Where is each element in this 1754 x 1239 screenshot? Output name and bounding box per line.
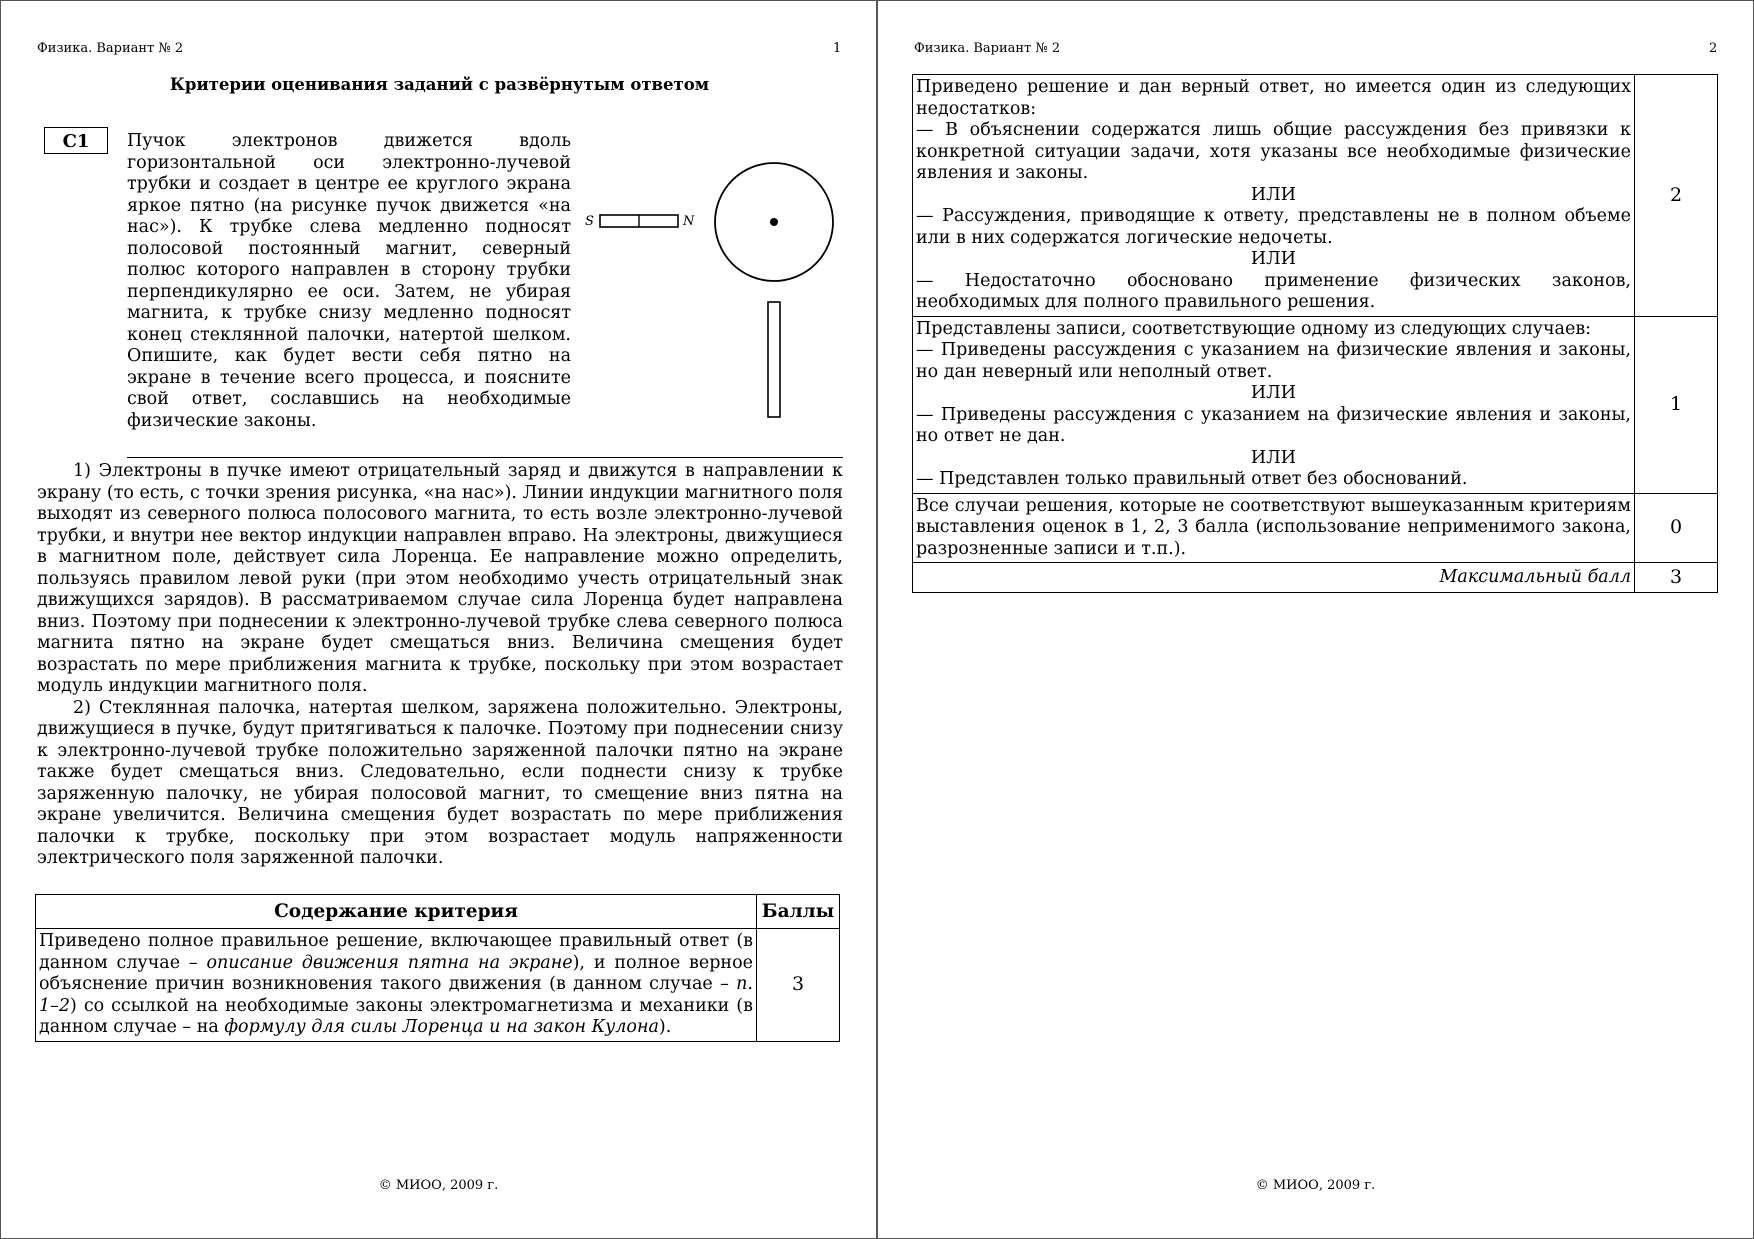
page-footer: © МИОО, 2009 г. <box>1255 1178 1376 1193</box>
magnet-n-label: N <box>683 214 695 229</box>
page-title: Критерии оценивания заданий с развёрнутым ответом <box>169 75 710 94</box>
criterion-0-points: 0 <box>1635 493 1718 563</box>
page-header: Физика. Вариант № 2 <box>914 41 1061 56</box>
magnet-s-label: S <box>585 214 594 229</box>
table-row <box>913 75 1718 317</box>
task-text: Пучок электронов движется вдоль горизонтальной оси электронно-лучевой трубки и создает в центре ее круглого экрана яркое пятно (на рисунке пучок движется «на нас»). К трубке слева медленно подносят полосовой постоянный магнит, северный полюс которого направлен в сторону трубки перпендикулярно ее оси. Затем, не убирая магнита, к трубке снизу медленно подносят конец стеклянной палочки, натертой шелком. Опишите, как будет вести себя пятно на экране в течение всего процесса, и поясните свой ответ, сославшись на необходимые физические законы. <box>127 131 571 431</box>
table-row <box>913 563 1718 593</box>
beam-spot <box>770 218 778 226</box>
criteria-table-part-2 <box>912 74 1718 593</box>
criterion-2-points: 2 <box>1635 75 1718 317</box>
page-footer: © МИОО, 2009 г. <box>378 1178 499 1193</box>
page-number: 1 <box>833 41 842 56</box>
page-header: Физика. Вариант № 2 <box>37 41 184 56</box>
task-figure <box>581 156 841 426</box>
max-score-value: 3 <box>1635 563 1718 593</box>
criterion-2-text: Приведено решение и дан верный ответ, но имеется один из следующих недостатков: — В объяснении содержатся лишь общие рассуждения без привязки к конкретной ситуации задачи, хотя указаны все необходимые физические явления и законы. ИЛИ — Рассуждения, приводящие к ответу, представлены не в полном объеме или в них содержатся логические недочеты. ИЛИ — Недостаточно обосновано применение физических законов, необходимых для полного правильного решения. <box>913 75 1635 317</box>
table-row <box>913 316 1718 493</box>
table-row <box>913 493 1718 563</box>
column-header-content: Содержание критерия <box>36 895 757 929</box>
glass-rod <box>768 302 780 417</box>
criterion-3-points: 3 <box>757 929 840 1042</box>
page-2 <box>877 0 1754 1239</box>
criterion-1-text: Представлены записи, соответствующие одному из следующих случаев: — Приведены рассуждения с указанием на физические явления и законы, но дан неверный или неполный ответ. ИЛИ — Приведены рассуждения с указанием на физические явления и законы, но ответ не дан. ИЛИ — Представлен только правильный ответ без обоснований. <box>913 316 1635 493</box>
max-score-label: Максимальный балл <box>913 563 1635 593</box>
page-number: 2 <box>1709 41 1718 56</box>
answer-paragraph-2: 2) Стеклянная палочка, натертая шелком, заряжена положительно. Электроны, движущиеся в пучке, будут притягиваться к палочке. Поэтому при поднесении снизу к электронно-лучевой трубке положительно заряженной палочки пятно на экране также будет смещаться вниз. Следовательно, если поднести снизу к трубке заряженную палочку, не убирая полосовой магнит, то смещение вниз пятна на экране увеличится. Величина смещения будет возрастать по мере приближения палочки к трубке, поскольку при этом возрастает модуль напряженности электрического поля заряженной палочки. <box>37 697 843 868</box>
divider-line <box>127 457 843 458</box>
criteria-table-part-1 <box>35 894 840 1042</box>
task-label: С1 <box>44 127 108 154</box>
criterion-0-text: Все случаи решения, которые не соответствуют вышеуказанным критериям выставления оценок в 1, 2, 3 балла (использование неприменимого закона, разрозненные записи и т.п.). <box>913 493 1635 563</box>
answer-text <box>37 461 843 870</box>
criterion-3-text: Приведено полное правильное решение, включающее правильный ответ (в данном случае – описание движения пятна на экране), и полное верное объяснение причин возникновения такого движения (в данном случае – п. 1–2) со ссылкой на необходимые законы электромагнетизма и механики (в данном случае – на формулу для силы Лоренца и на закон Кулона). <box>36 929 757 1042</box>
criterion-1-points: 1 <box>1635 316 1718 493</box>
answer-paragraph-1: 1) Электроны в пучке имеют отрицательный заряд и движутся в направлении к экрану (то есть, с точки зрения рисунка, «на нас»). Линии индукции магнитного поля выходят из северного полюса полосового магнита, то есть возле электронно-лучевой трубки, и внутри нее вектор индукции направлен вправо. На электроны, движущиеся в магнитном поле, действует сила Лоренца. Ее направление можно определить, пользуясь правилом левой руки (при этом необходимо учесть отрицательный знак движущихся зарядов). В рассматриваемом случае сила Лоренца будет направлена вниз. Поэтому при поднесении к электронно-лучевой трубке слева северного полюса магнита пятно на экране будет смещаться вниз. Величина смещения будет возрастать по мере приближения магнита к трубке, поскольку при этом возрастает модуль индукции магнитного поля. <box>37 461 843 696</box>
table-row <box>36 929 840 1042</box>
column-header-points: Баллы <box>757 895 840 929</box>
